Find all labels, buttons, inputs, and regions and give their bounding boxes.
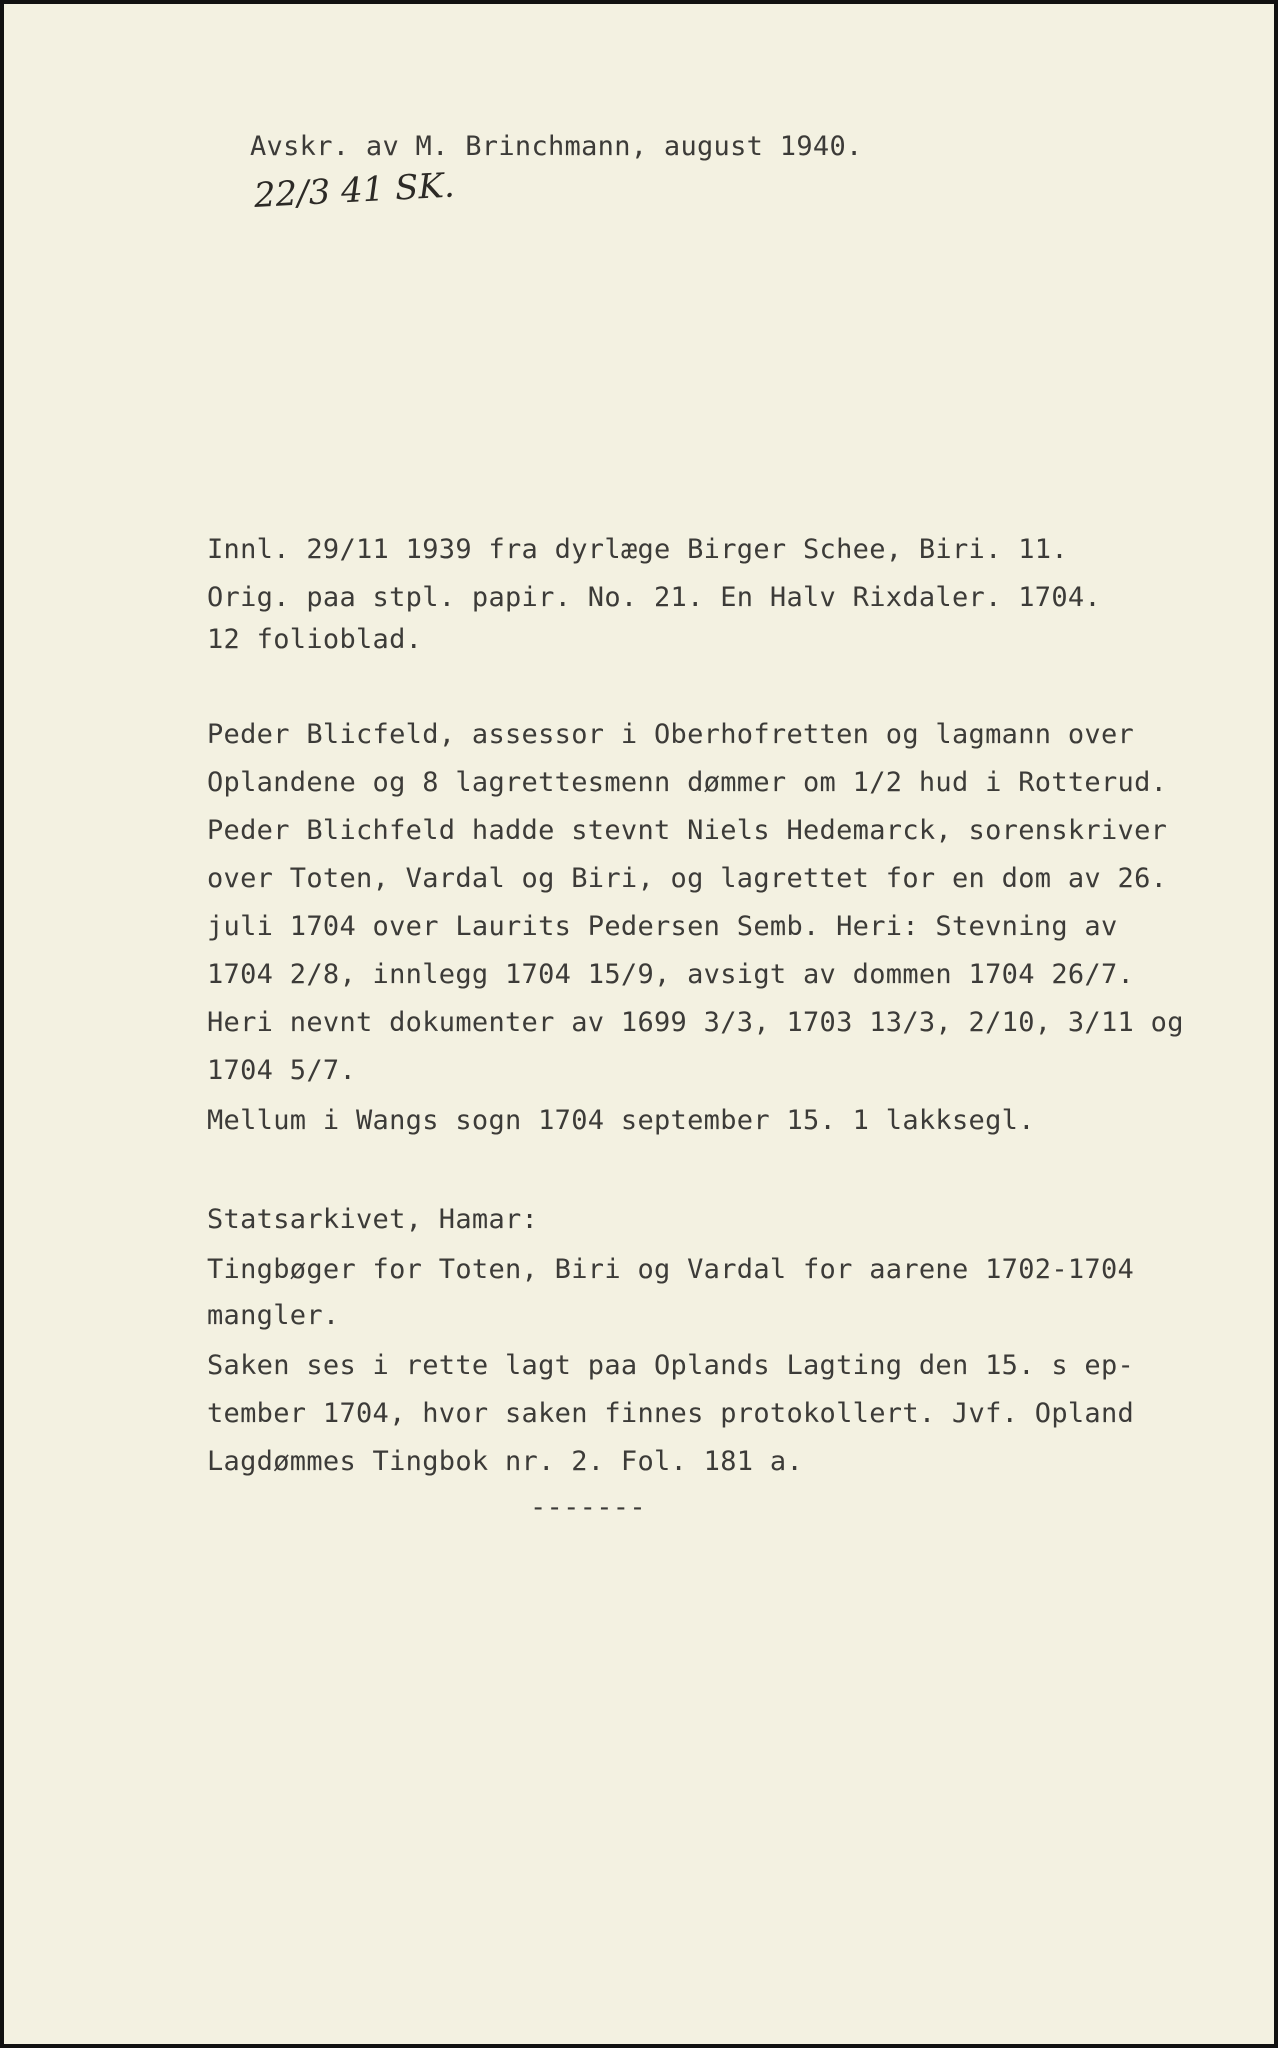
body-line: over Toten, Vardal og Biri, og lagrettet for en dom av 26. (207, 863, 1168, 894)
handwritten-note: 22/3 41 SK. (252, 165, 456, 216)
archive-line: Tingbøger for Toten, Biri og Vardal for aarene 1702-1704 (207, 1254, 1135, 1285)
body-line: Peder Blicfeld, assessor i Oberhofretten og lagmann over (207, 719, 1135, 750)
body-line: 1704 2/8, innlegg 1704 15/9, avsigt av dommen 1704 26/7. (207, 959, 1135, 990)
transcription-note: Avskr. av M. Brinchmann, august 1940. (250, 131, 863, 162)
end-rule: ------- (530, 1492, 646, 1523)
document-page (4, 4, 1274, 2044)
body-line: Heri nevnt dokumenter av 1699 3/3, 1703 13/3, 2/10, 3/11 og (207, 1007, 1184, 1038)
intro-line: Innl. 29/11 1939 fra dyrlæge Birger Schee, Biri. 11. (207, 534, 1068, 565)
archive-line: tember 1704, hvor saken finnes protokollert. Jvf. Opland (207, 1398, 1135, 1429)
archive-line: mangler. (207, 1300, 340, 1331)
body-line: Oplandene og 8 lagrettesmenn dømmer om 1/2 hud i Rotterud. (207, 767, 1168, 798)
body-line: Mellum i Wangs sogn 1704 september 15. 1 lakksegl. (207, 1105, 1035, 1136)
archive-line: Saken ses i rette lagt paa Oplands Lagting den 15. s ep- (207, 1350, 1135, 1381)
archive-line: Statsarkivet, Hamar: (207, 1204, 539, 1235)
body-line: 1704 5/7. (207, 1055, 356, 1086)
body-line: Peder Blichfeld hadde stevnt Niels Hedemarck, sorenskriver (207, 815, 1168, 846)
body-line: juli 1704 over Laurits Pedersen Semb. Heri: Stevning av (207, 911, 1118, 942)
intro-line: 12 folioblad. (207, 624, 423, 655)
archive-line: Lagdømmes Tingbok nr. 2. Fol. 181 a. (207, 1446, 803, 1477)
intro-line: Orig. paa stpl. papir. No. 21. En Halv Rixdaler. 1704. (207, 582, 1101, 613)
